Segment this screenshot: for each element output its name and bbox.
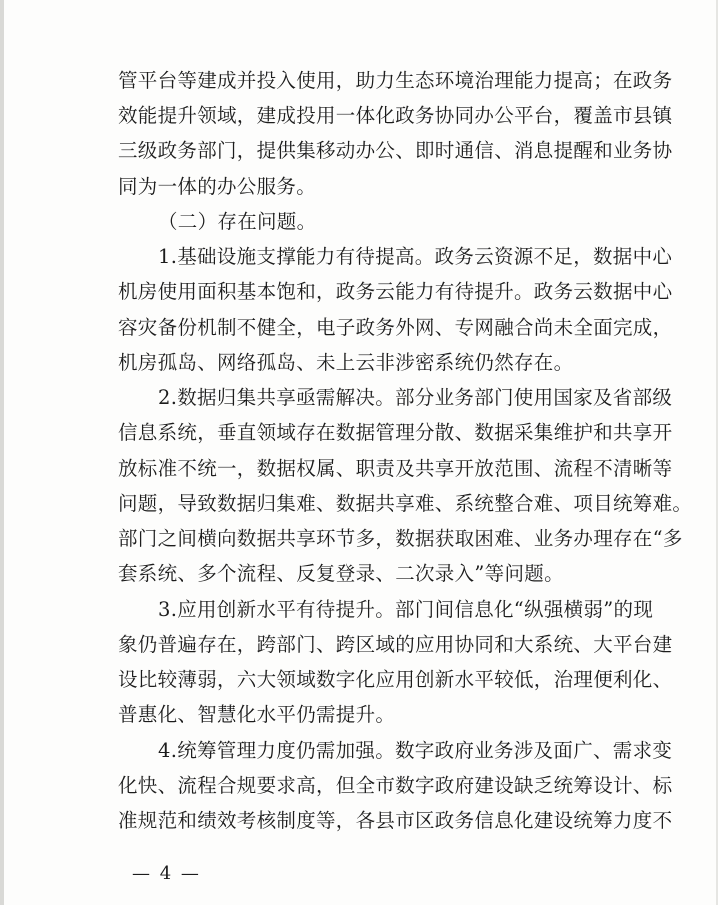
- text-line: 1.基础设施支撑能力有待提高。政务云资源不足，数据中心: [158, 245, 673, 269]
- text-line: 同为一体的办公服务。: [118, 174, 317, 198]
- text-line: 效能提升领域，建成投用一体化政务协同办公平台，覆盖市县镇: [118, 104, 673, 128]
- text-line: 普惠化、智慧化水平仍需提升。: [118, 703, 396, 727]
- text-line: 信息系统，垂直领域存在数据管理分散、数据采集维护和共享开: [118, 421, 673, 445]
- text-line: 3.应用创新水平有待提升。部门间信息化“纵强横弱”的现: [158, 597, 654, 621]
- text-line: 管平台等建成并投入使用，助力生态环境治理能力提高；在政务: [118, 69, 673, 92]
- text-line: 三级政务部门，提供集移动办公、即时通信、消息提醒和业务协: [118, 139, 673, 163]
- page-number: — 4 —: [132, 863, 201, 884]
- text-line: 机房孤岛、网络孤岛、未上云非涉密系统仍然存在。: [118, 350, 574, 374]
- text-line: 套系统、多个流程、反复登录、二次录入”等问题。: [118, 562, 564, 586]
- text-line: 4.统筹管理力度仍需加强。数字政府业务涉及面广、需求变: [158, 738, 673, 762]
- text-line: 准规范和绩效考核制度等，各县市区政务信息化建设统筹力度不: [118, 809, 673, 832]
- text-line: 象仍普遍存在，跨部门、跨区域的应用协同和大系统、大平台建: [118, 632, 673, 656]
- text-line: 部门之间横向数据共享环节多，数据获取困难、业务办理存在“多: [118, 527, 683, 551]
- text-line: 设比较薄弱，六大领域数字化应用创新水平较低，治理便利化、: [118, 668, 673, 692]
- text-line: 问题，导致数据归集难、数据共享难、系统整合难、项目统筹难。: [118, 491, 693, 515]
- text-line: 机房使用面积基本饱和，政务云能力有待提升。政务云数据中心: [118, 280, 673, 304]
- section-heading: （二）存在问题。: [158, 209, 317, 233]
- page-left-edge: [0, 0, 4, 905]
- text-line: 容灾备份机制不健全，电子政务外网、专网融合尚未全面完成，: [118, 315, 673, 339]
- text-line: 化快、流程合规要求高，但全市数字政府建设缺乏统筹设计、标: [118, 773, 673, 797]
- text-line: 2.数据归集共享亟需解决。部分业务部门使用国家及省部级: [158, 386, 673, 410]
- text-line: 放标准不统一，数据权属、职责及共享开放范围、流程不清晰等: [118, 456, 673, 480]
